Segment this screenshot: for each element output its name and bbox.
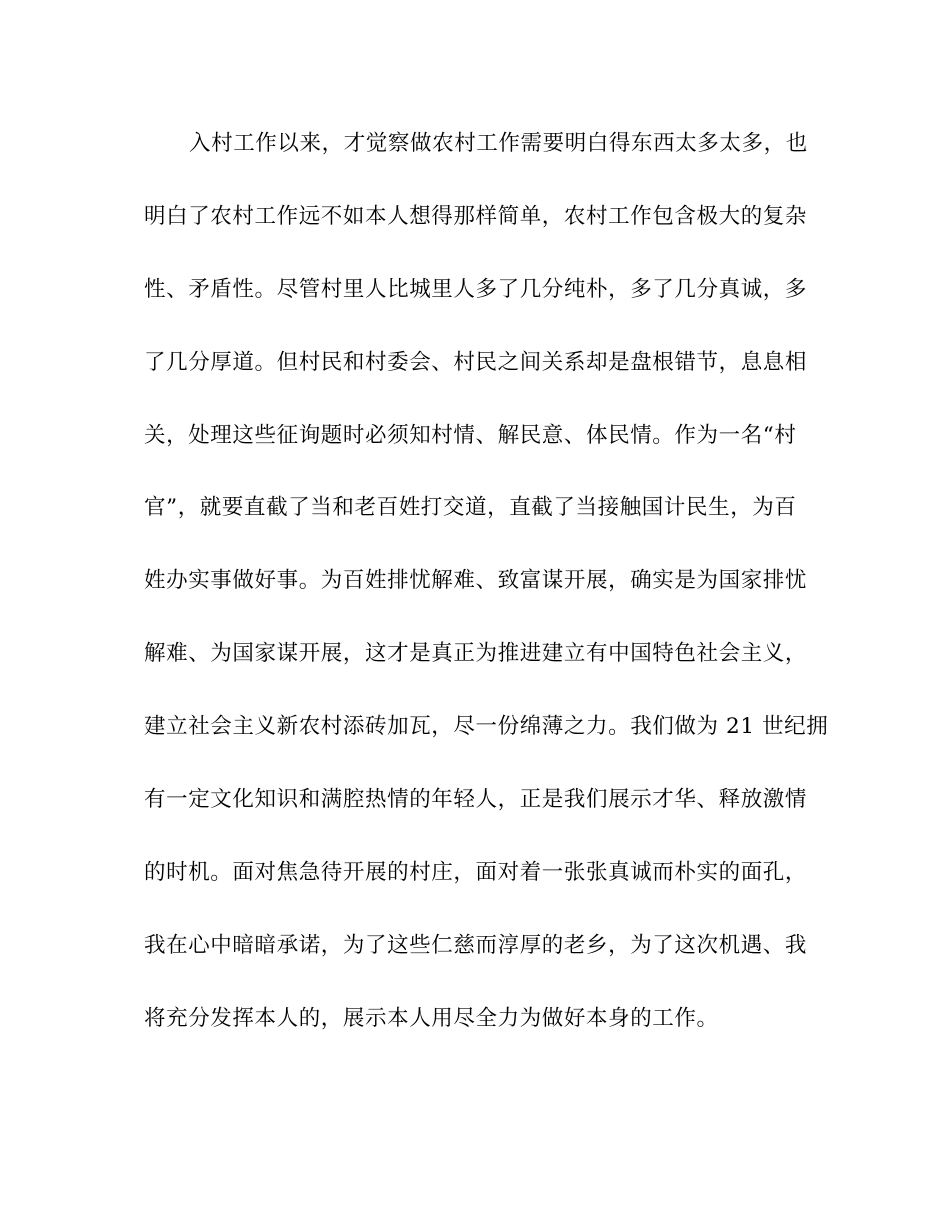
paragraph-line: 明白了农村工作远不如本人想得那样简单，农村工作包含极大的复杂 — [144, 203, 808, 229]
paragraph-line: 性、矛盾性。尽管村里人比城里人多了几分纯朴，多了几分真诚，多 — [144, 276, 808, 302]
body-paragraph — [144, 124, 829, 1072]
paragraph-line: 姓办实事做好事。为百姓排忧解难、致富谋开展，确实是为国家排忧 — [144, 568, 808, 594]
paragraph-line: 将充分发挥本人的，展示本人用尽全力为做好本身的工作。 — [144, 1005, 719, 1031]
paragraph-line: 的时机。面对焦急待开展的村庄，面对着一张张真诚而朴实的面孔， — [144, 859, 808, 885]
paragraph-line: 了几分厚道。但村民和村委会、村民之间关系却是盘根错节，息息相 — [144, 349, 808, 375]
paragraph-line: 有一定文化知识和满腔热情的年轻人，正是我们展示才华、释放激情 — [144, 787, 808, 813]
paragraph-line: 建立社会主义新农村添砖加瓦，尽一份绵薄之力。我们做为 21 世纪拥 — [144, 714, 829, 740]
paragraph-line: 关，处理这些征询题时必须知村情、解民意、体民情。作为一名“村 — [144, 422, 797, 448]
paragraph-line: 入村工作以来，才觉察做农村工作需要明白得东西太多太多，也 — [189, 131, 808, 156]
paragraph-line: 我在心中暗暗承诺，为了这些仁慈而淳厚的老乡，为了这次机遇、我 — [144, 932, 808, 958]
paragraph-line: 官”，就要直截了当和老百姓打交道，直截了当接触国计民生，为百 — [144, 495, 797, 521]
paragraph-line: 解难、为国家谋开展，这才是真正为推进建立有中国特色社会主义， — [144, 641, 808, 667]
